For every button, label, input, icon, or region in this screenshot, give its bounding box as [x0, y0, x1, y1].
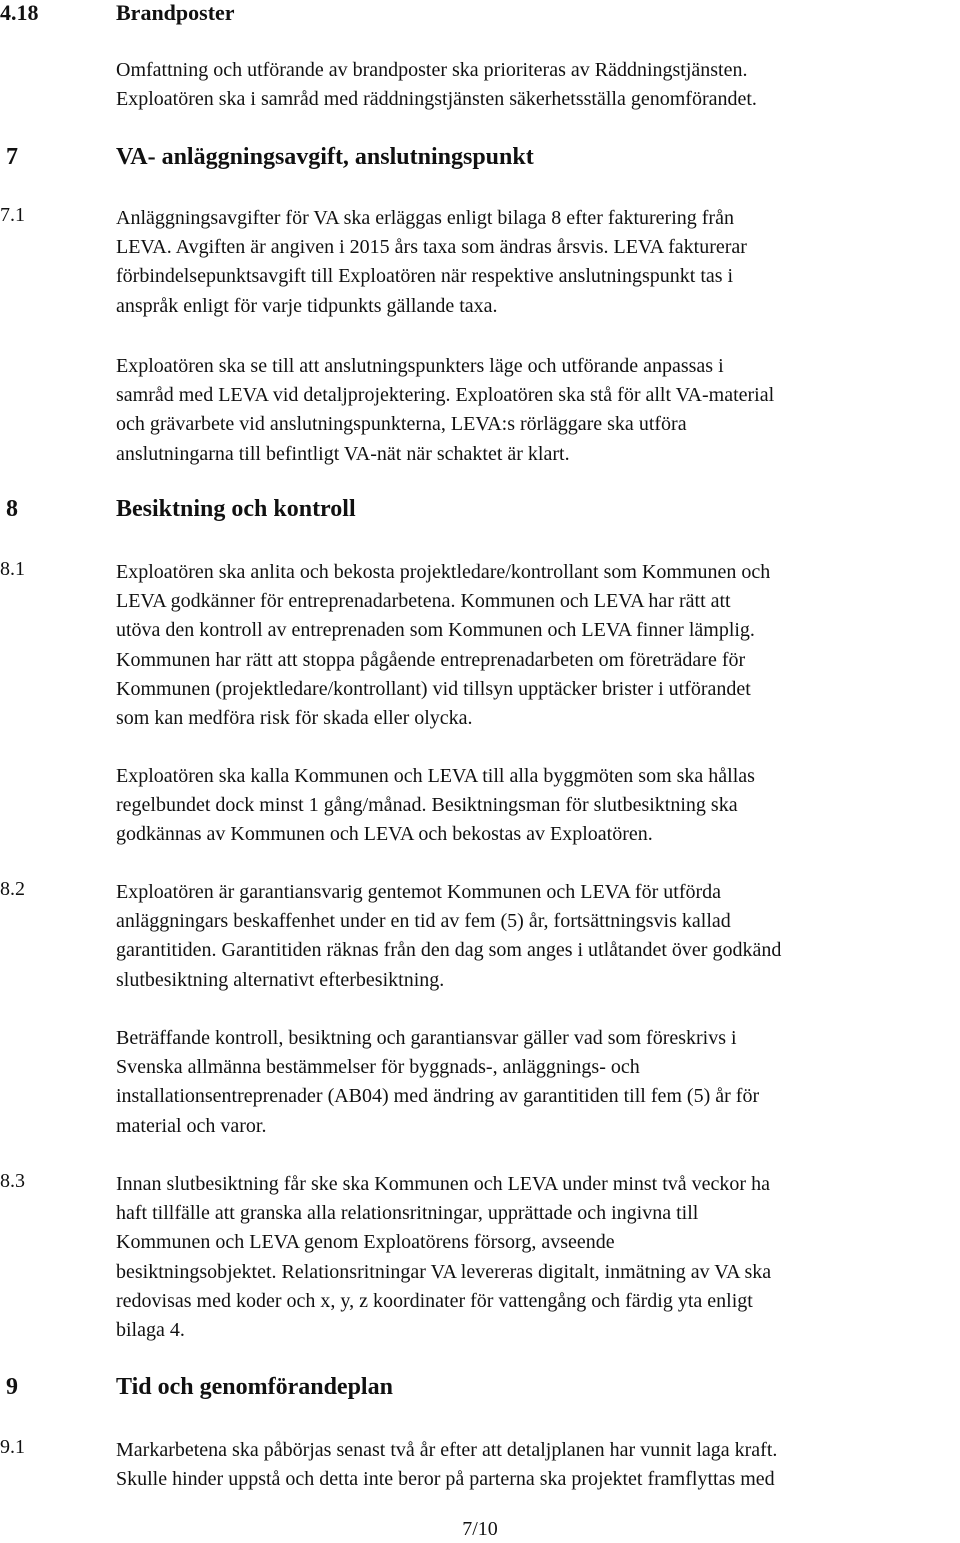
section-number: 7 [6, 144, 18, 170]
section-number: 9 [6, 1374, 18, 1400]
section-title: Besiktning och kontroll [116, 496, 356, 522]
subsection-number-8-3: 8.3 [0, 1170, 25, 1192]
paragraph-8-2a: Exploatören är garantiansvarig gentemot Kommunen och LEVA för utförda anläggningars beskaffenhet under en tid av fem (5) år, fortsättningsvis kallad garantitiden. Garantitiden räknas från den dag som anges i utlåtandet över godkänd slutbesiktning alternativt efterbesiktning. [116, 881, 782, 991]
section-title: VA- anläggningsavgift, anslutningspunkt [116, 144, 534, 170]
paragraph-9-1: Markarbetena ska påbörjas senast två år efter att detaljplanen har vunnit laga kraft. Skulle hinder uppstå och detta inte beror på parterna ska projektet framflyttas med [116, 1439, 778, 1491]
section-title: Tid och genomförandeplan [116, 1374, 393, 1400]
paragraph-8-3: Innan slutbesiktning får ske ska Kommunen och LEVA under minst två veckor ha haft tillfälle att granska alla relationsritningar, upprättade och ingivna till Kommunen och LEVA genom Exploatörens försorg, avseende besiktningsobjektet. Relationsritningar VA levereras digitalt, inmätning av VA ska redovisas med koder och x, y, z koordinater för vattengång och färdig yta enligt bilaga 4. [116, 1173, 772, 1342]
subsection-number-8-2: 8.2 [0, 878, 25, 900]
paragraph-8-2b: Beträffande kontroll, besiktning och garantiansvar gäller vad som föreskrivs i Svenska allmänna bestämmelser för byggnads-, anläggnings- och installationsentreprenader (AB04) med ändring av garantitiden till fem (5) år för material och varor. [116, 1027, 760, 1137]
section-title: Brandposter [116, 0, 235, 25]
subsection-number-7-1: 7.1 [0, 204, 25, 226]
subsection-number-8-1: 8.1 [0, 558, 25, 580]
page-number: 7/10 [462, 1518, 498, 1540]
paragraph-7-1a: Anläggningsavgifter för VA ska erläggas enligt bilaga 8 efter fakturering från LEVA. Avgiften är angiven i 2015 års taxa som ändras årsvis. LEVA fakturerar förbindelsepunktsavgift till Exploatören när respektive anslutningspunkt tas i anspråk enligt för varje tidpunkts gällande taxa. [116, 207, 747, 317]
section-number: 4.18 [0, 0, 39, 25]
paragraph-8-1a: Exploatören ska anlita och bekosta projektledare/kontrollant som Kommunen och LEVA godkänner för entreprenadarbetena. Kommunen och LEVA har rätt att utöva den kontroll av entreprenaden som Kommunen och LEVA finner lämplig. Kommunen har rätt att stoppa pågående entreprenadarbeten om företrädare för Kommunen (projektledare/kontrollant) vid tillsyn upptäcker brister i utförandet som kan medföra risk för skada eller olycka. [116, 561, 771, 730]
paragraph-418: Omfattning och utförande av brandposter ska prioriteras av Räddningstjänsten. Exploatören ska i samråd med räddningstjänsten säkerhetsställa genomförandet. [116, 59, 757, 111]
paragraph-7-1b: Exploatören ska se till att anslutningspunkters läge och utförande anpassas i samråd med LEVA vid detaljprojektering. Exploatören ska stå för allt VA-material och grävarbete vid anslutningspunkterna, LEVA:s rörläggare ska utföra anslutningarna till befintligt VA-nät när schaktet är klart. [116, 355, 775, 465]
section-number: 8 [6, 496, 18, 522]
paragraph-8-1b: Exploatören ska kalla Kommunen och LEVA till alla byggmöten som ska hållas regelbundet dock minst 1 gång/månad. Besiktningsman för slutbesiktning ska godkännas av Kommunen och LEVA och bekostas av Exploatören. [116, 765, 755, 846]
subsection-number-9-1: 9.1 [0, 1436, 25, 1458]
